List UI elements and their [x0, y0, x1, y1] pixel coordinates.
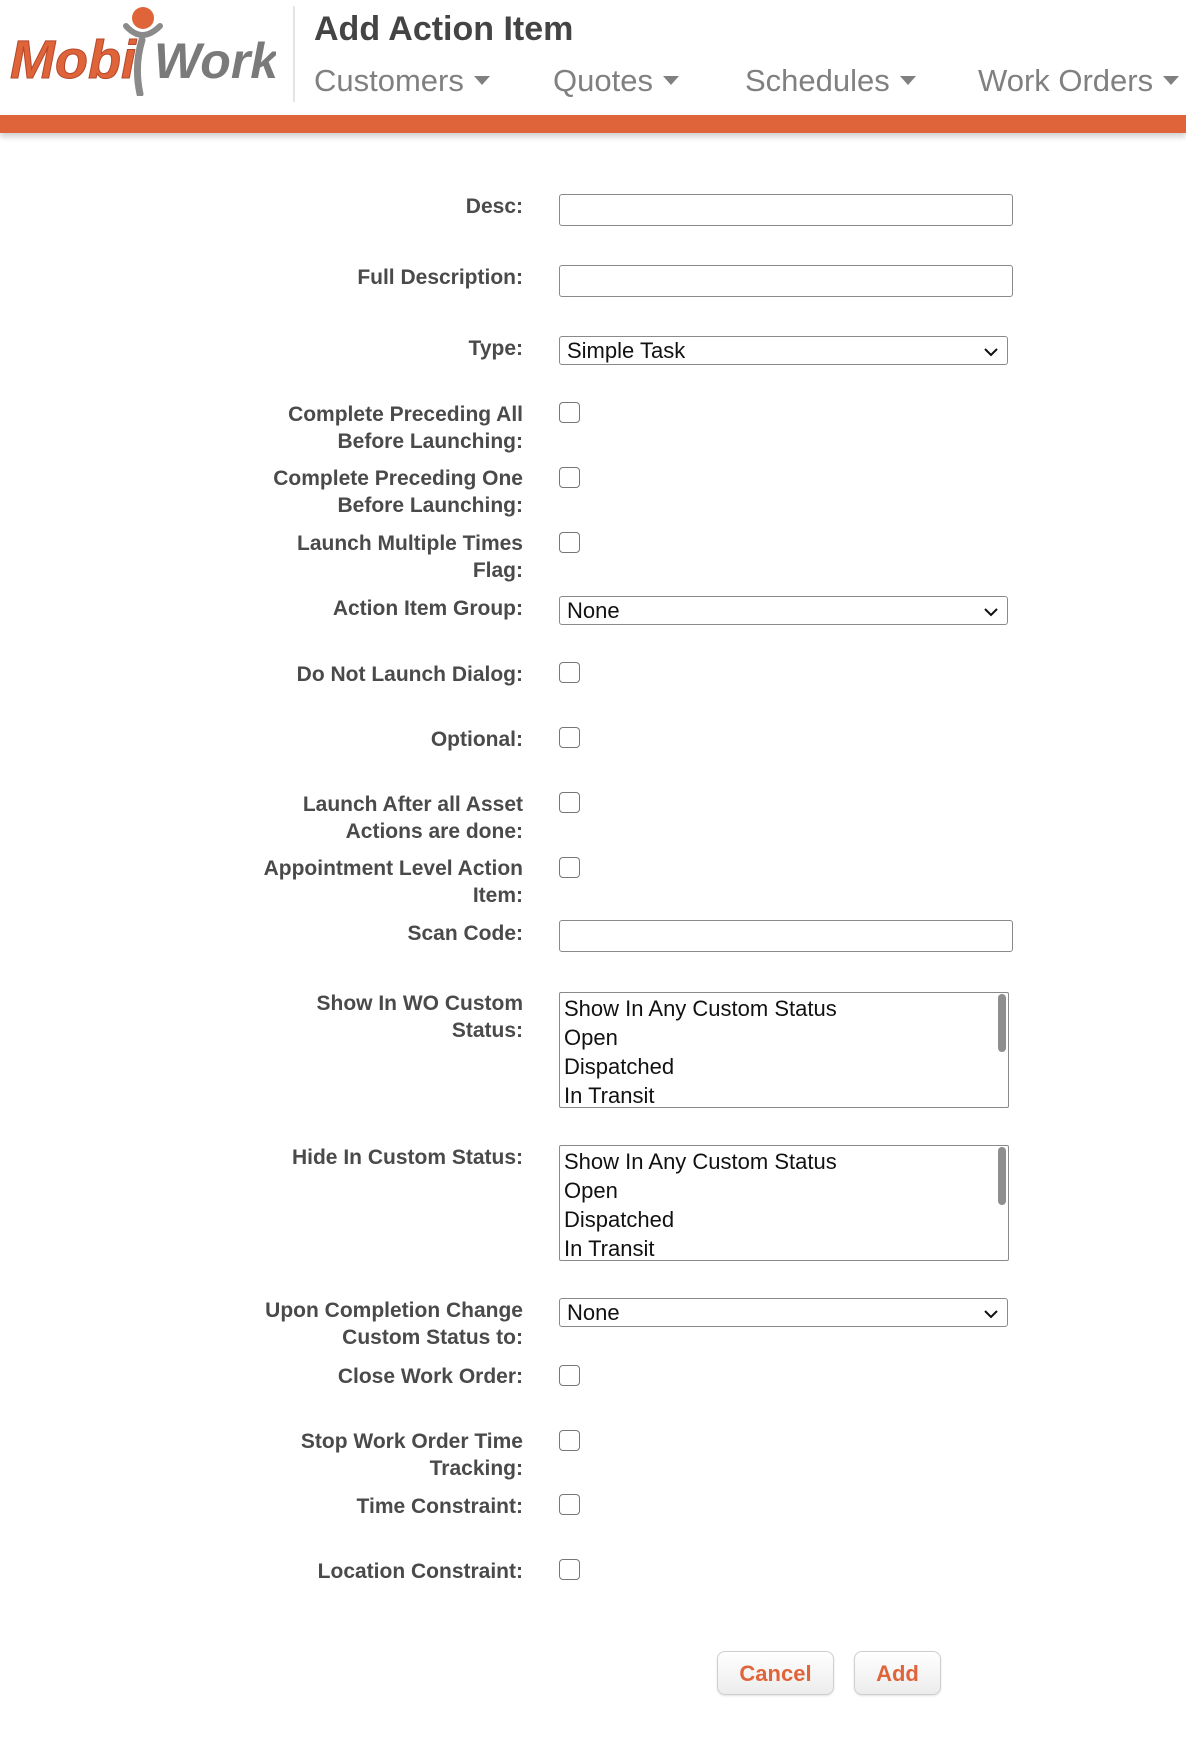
launch-multiple-times-checkbox[interactable] [559, 532, 580, 553]
stop-time-tracking-label-line2: Tracking: [429, 1457, 523, 1480]
hide-in-custom-status-listbox[interactable] [559, 1145, 1009, 1261]
appointment-level-label-line2: Item: [472, 884, 523, 907]
close-work-order-checkbox[interactable] [559, 1365, 580, 1386]
nav-work-orders-label: Work Orders [978, 63, 1154, 98]
complete-preceding-all-label-line1: Complete Preceding All [288, 403, 523, 426]
launch-multiple-times-label-line1: Launch Multiple Times [297, 532, 523, 555]
do-not-launch-dialog-checkbox[interactable] [559, 662, 580, 683]
caret-down-icon [663, 76, 679, 85]
type-label: Type: [468, 337, 523, 360]
complete-preceding-all-label-line2: Before Launching: [337, 430, 523, 453]
type-select[interactable] [559, 336, 1008, 365]
cancel-button[interactable]: Cancel [717, 1651, 834, 1695]
appointment-level-checkbox[interactable] [559, 857, 580, 878]
upon-completion-change-label-line2: Custom Status to: [342, 1326, 523, 1349]
location-constraint-label: Location Constraint: [317, 1560, 523, 1583]
stop-time-tracking-label [223, 1428, 523, 1482]
chevron-down-icon [984, 605, 998, 619]
scan-code-input[interactable] [559, 920, 1013, 952]
stop-time-tracking-checkbox[interactable] [559, 1430, 580, 1451]
close-work-order-label: Close Work Order: [337, 1365, 523, 1388]
caret-down-icon [474, 76, 490, 85]
launch-after-asset-label-line2: Actions are done: [345, 820, 523, 843]
appointment-level-label [223, 855, 523, 909]
time-constraint-label: Time Constraint: [356, 1495, 523, 1518]
nav-customers[interactable] [314, 63, 490, 99]
page-title: Add Action Item [314, 10, 574, 48]
action-item-group-select-value: None [567, 598, 620, 623]
show-in-wo-custom-status-label-line1: Show In WO Custom [316, 992, 523, 1015]
hide-in-custom-status-label: Hide In Custom Status: [291, 1146, 523, 1169]
upon-completion-change-select[interactable] [559, 1298, 1008, 1327]
launch-after-asset-checkbox[interactable] [559, 792, 580, 813]
add-button[interactable]: Add [854, 1651, 941, 1695]
show-in-wo-custom-status-listbox[interactable] [559, 992, 1009, 1108]
launch-multiple-times-label [223, 530, 523, 584]
brand-work-text: Work [154, 33, 276, 89]
complete-preceding-one-label-line2: Before Launching: [337, 494, 523, 517]
launch-multiple-times-label-line2: Flag: [472, 559, 523, 582]
nav-schedules-label: Schedules [745, 63, 890, 98]
brand-mobi-text: Mobi [10, 30, 136, 90]
upon-completion-change-label-line1: Upon Completion Change [265, 1299, 523, 1322]
appointment-level-label-line1: Appointment Level Action [263, 857, 523, 880]
do-not-launch-dialog-label: Do Not Launch Dialog: [296, 663, 523, 686]
location-constraint-checkbox[interactable] [559, 1559, 580, 1580]
complete-preceding-one-label-line1: Complete Preceding One [273, 467, 523, 490]
header-accent-bar [0, 115, 1186, 133]
header-divider [293, 6, 295, 102]
mobiwork-logo[interactable] [8, 4, 276, 96]
type-select-value: Simple Task [567, 338, 686, 363]
launch-after-asset-label [223, 791, 523, 845]
upon-completion-change-label [223, 1297, 523, 1351]
nav-quotes-label: Quotes [553, 63, 653, 98]
full-description-input[interactable] [559, 265, 1013, 297]
action-item-group-label: Action Item Group: [332, 597, 523, 620]
complete-preceding-one-label [223, 465, 523, 519]
nav-work-orders[interactable] [978, 63, 1179, 99]
complete-preceding-all-label [223, 401, 523, 455]
listbox-option[interactable]: Open [564, 1025, 618, 1050]
show-in-wo-custom-status-label-line2: Status: [451, 1019, 523, 1042]
listbox-scrollbar[interactable] [998, 994, 1006, 1052]
listbox-option[interactable]: Dispatched [564, 1207, 675, 1232]
chevron-down-icon [984, 345, 998, 359]
nav-quotes[interactable] [553, 63, 679, 99]
complete-preceding-all-checkbox[interactable] [559, 402, 580, 423]
listbox-option[interactable]: Open [564, 1178, 618, 1203]
desc-label: Desc: [465, 195, 523, 218]
listbox-option[interactable]: In Transit [564, 1236, 655, 1261]
listbox-option[interactable]: Dispatched [564, 1054, 675, 1079]
listbox-scrollbar[interactable] [998, 1147, 1006, 1205]
caret-down-icon [900, 76, 916, 85]
chevron-down-icon [984, 1307, 998, 1321]
stop-time-tracking-label-line1: Stop Work Order Time [300, 1430, 523, 1453]
scan-code-label: Scan Code: [407, 922, 523, 945]
show-in-wo-custom-status-label [223, 990, 523, 1044]
time-constraint-checkbox[interactable] [559, 1494, 580, 1515]
caret-down-icon [1163, 76, 1179, 85]
complete-preceding-one-checkbox[interactable] [559, 467, 580, 488]
listbox-option[interactable]: In Transit [564, 1083, 655, 1108]
full-description-label: Full Description: [357, 266, 523, 289]
app-header [0, 0, 1186, 115]
listbox-option[interactable]: Show In Any Custom Status [564, 1149, 837, 1174]
nav-schedules[interactable] [745, 63, 916, 99]
optional-label: Optional: [430, 728, 523, 751]
optional-checkbox[interactable] [559, 727, 580, 748]
upon-completion-change-select-value: None [567, 1300, 620, 1325]
nav-customers-label: Customers [314, 63, 464, 98]
action-item-group-select[interactable] [559, 596, 1008, 625]
launch-after-asset-label-line1: Launch After all Asset [302, 793, 523, 816]
listbox-option[interactable]: Show In Any Custom Status [564, 996, 837, 1021]
desc-input[interactable] [559, 194, 1013, 226]
